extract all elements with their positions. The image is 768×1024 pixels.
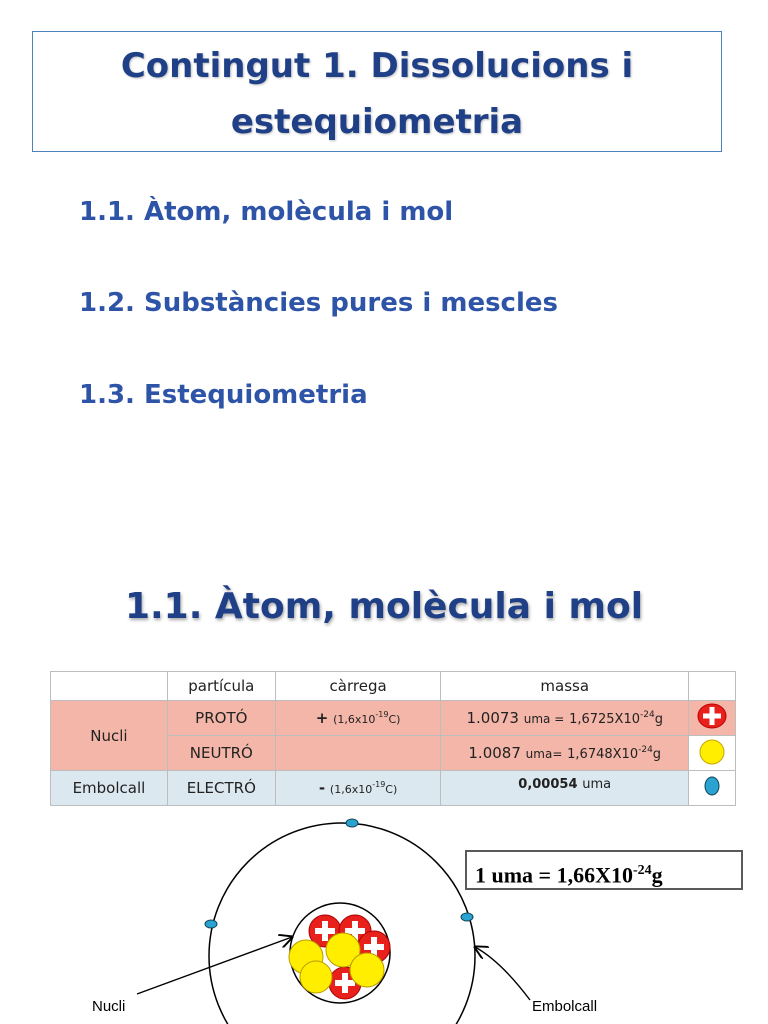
table-header-row xyxy=(51,672,736,701)
particle-table xyxy=(50,671,736,806)
electron-icon xyxy=(205,920,217,928)
title-line-2: estequiometria xyxy=(230,102,524,142)
title-box xyxy=(32,31,722,152)
header-icon xyxy=(689,672,736,701)
cell-particle-neutron: NEUTRÓ xyxy=(167,736,275,771)
table-row-electron xyxy=(51,771,736,806)
title-line-1: Contingut 1. Dissolucions i xyxy=(120,46,634,86)
page-title xyxy=(33,38,721,150)
neutron-icon xyxy=(697,736,727,766)
neutron-icon xyxy=(300,961,332,993)
cell-icon-neutron xyxy=(689,736,736,771)
cell-mass-electron: 0,00054 uma xyxy=(441,771,689,806)
atom-diagram xyxy=(0,810,768,1024)
toc-item-2: 1.2. Substàncies pures i mescles xyxy=(79,288,558,318)
cell-icon-proton xyxy=(689,701,736,736)
table-row-proton xyxy=(51,701,736,736)
shell-label: Embolcall xyxy=(532,998,598,1015)
shell-pointer-arrow xyxy=(475,947,530,1000)
cell-particle-proton: PROTÓ xyxy=(167,701,275,736)
nucleus-pointer-arrow xyxy=(137,937,292,994)
cell-charge-proton: + $(1,6x10^{-19}C)$ xyxy=(275,701,441,736)
neutron-icon xyxy=(350,953,384,987)
cell-charge-electron: - $(1,6x10^{-19}C)$ xyxy=(275,771,441,806)
cell-particle-electron: ELECTRÓ xyxy=(167,771,275,806)
cell-group-shell: Embolcall xyxy=(51,771,168,806)
proton-icon xyxy=(696,701,728,731)
cell-mass-proton: 1.0073 uma = $1,6725X10^{-24}g$ xyxy=(441,701,689,736)
nucleus-label: Nucli xyxy=(92,998,126,1015)
uma-equivalence-box: 1 uma = $1,66X10^{-24}g$ xyxy=(465,850,743,890)
cell-group-nucleus: Nucli xyxy=(51,701,168,771)
electron-icon xyxy=(461,913,473,921)
header-mass: massa xyxy=(441,672,689,701)
toc-item-3: 1.3. Estequiometria xyxy=(79,380,368,410)
cell-icon-electron xyxy=(689,771,736,806)
section-heading: 1.1. Àtom, molècula i mol xyxy=(124,586,644,627)
toc-item-1: 1.1. Àtom, molècula i mol xyxy=(79,197,454,227)
electron-icon xyxy=(346,819,358,827)
header-particle: partícula xyxy=(167,672,275,701)
cell-mass-neutron: 1.0087 $uma= 1,6748X10^{-24}g$ xyxy=(441,736,689,771)
cell-charge-neutron xyxy=(275,736,441,771)
header-charge: càrrega xyxy=(275,672,441,701)
header-empty xyxy=(51,672,168,701)
electron-icon xyxy=(702,774,722,798)
